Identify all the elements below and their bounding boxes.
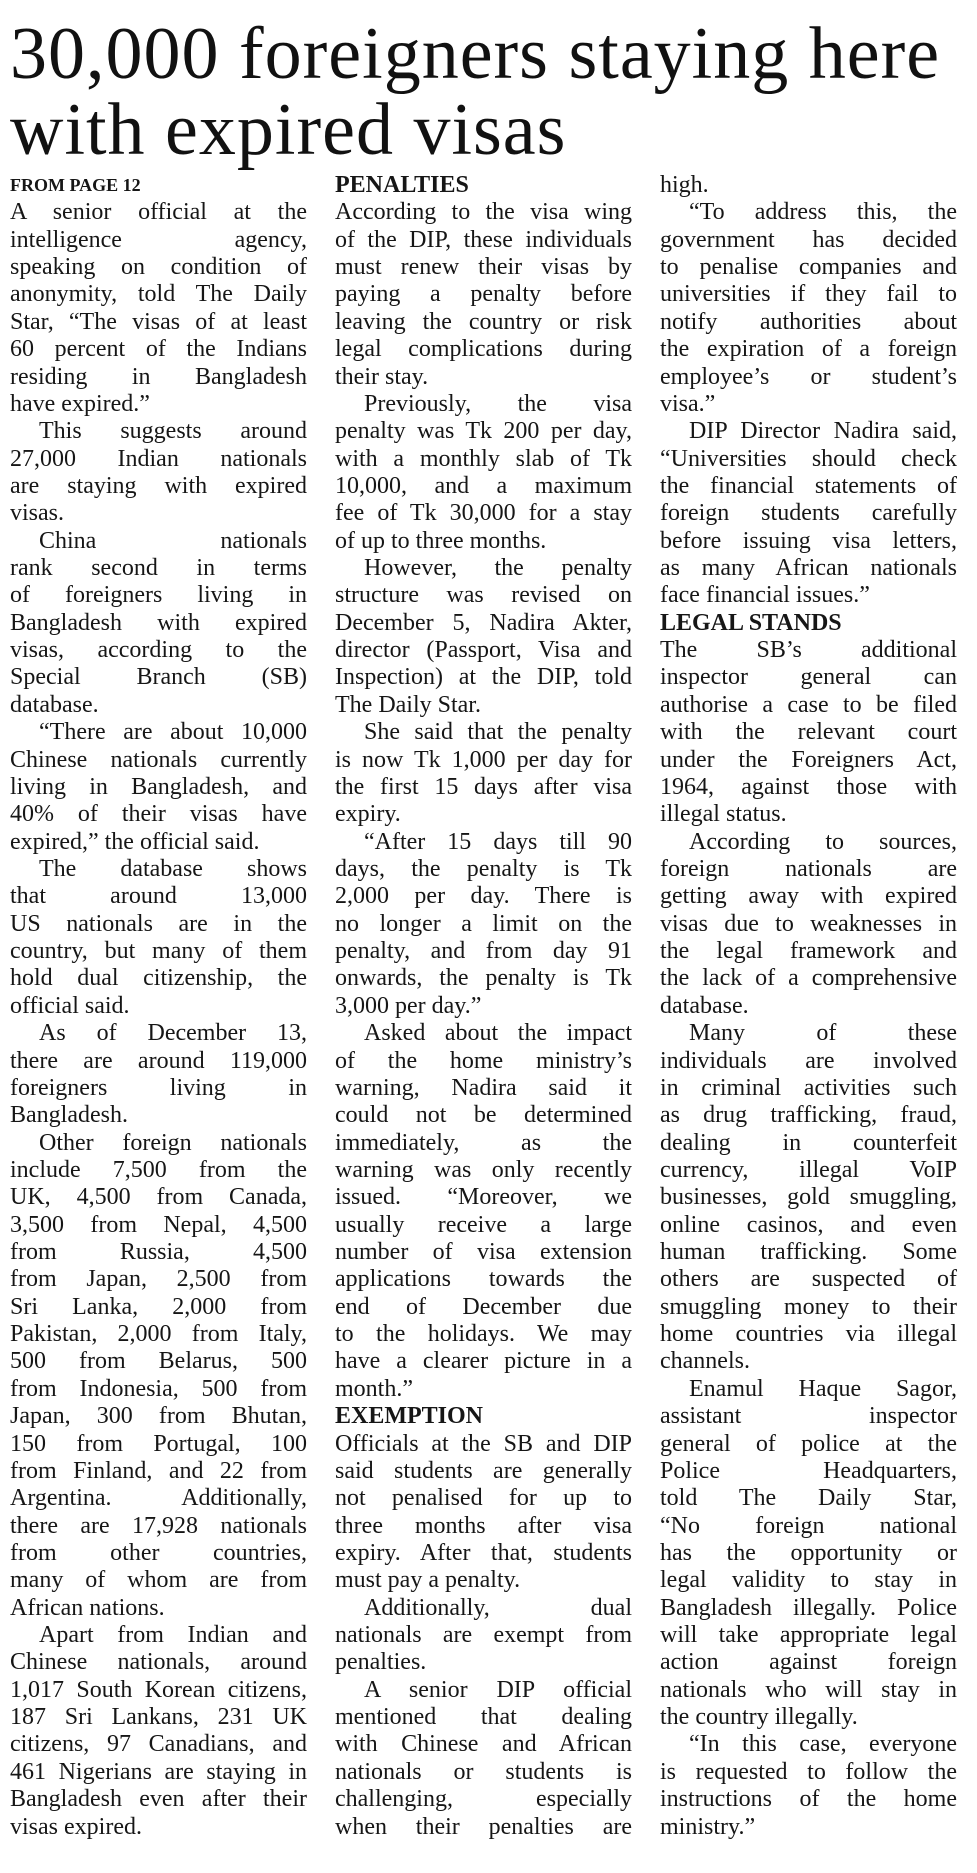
text-line: with the relevant court (660, 719, 957, 746)
text-line: UK, 4,500 from Canada, (10, 1184, 307, 1211)
text-line: China nationals (39, 527, 307, 554)
text-line: The SB’s additional (660, 637, 957, 664)
text-line: 2,000 per day. There is (335, 883, 632, 910)
text-line: usually receive a large (335, 1211, 632, 1238)
text-line: “There are about 10,000 (39, 719, 307, 746)
text-line: December 5, Nadira Akter, (335, 609, 632, 636)
text-line: Enamul Haque Sagor, (689, 1375, 957, 1402)
text-line: DIP Director Nadira said, (689, 418, 957, 445)
paragraph (10, 1020, 307, 1129)
text-line: under the Foreigners Act, (660, 746, 957, 773)
text-line: ministry.” (660, 1813, 756, 1840)
text-line: Additionally, dual (364, 1594, 632, 1621)
text-line: However, the penalty (364, 555, 632, 582)
text-line: African nations. (10, 1594, 165, 1621)
text-line: general of police at the (660, 1430, 957, 1457)
text-line: Inspection) at the DIP, told (335, 664, 632, 691)
text-line: 1,017 South Korean citizens, (10, 1676, 307, 1703)
text-line: visas expired. (10, 1813, 142, 1840)
text-line: must renew their visas by (335, 254, 632, 281)
text-line: face financial issues.” (660, 582, 870, 609)
text-line: instructions of the home (660, 1786, 957, 1813)
text-line: from Finland, and 22 from (10, 1457, 307, 1484)
paragraph (335, 1677, 632, 1841)
text-line: online casinos, and even (660, 1211, 957, 1238)
text-line: smuggling money to their (660, 1293, 957, 1320)
text-line: have expired.” (10, 390, 150, 417)
text-line: others are suspected of (660, 1266, 957, 1293)
text-line: “To address this, the (689, 199, 957, 226)
text-line: speaking on condition of (10, 254, 307, 281)
text-line: applications towards the (335, 1266, 632, 1293)
paragraph (335, 719, 632, 828)
paragraph (10, 719, 307, 856)
text-line: businesses, gold smuggling, (660, 1184, 957, 1211)
paragraph (660, 1731, 957, 1840)
paragraph (660, 1020, 957, 1376)
text-line: “After 15 days till 90 (364, 828, 632, 855)
text-line: official said. (10, 992, 130, 1019)
text-line: from Russia, 4,500 (10, 1239, 307, 1266)
text-line: database. (660, 992, 749, 1019)
text-line: to penalise companies and (660, 254, 957, 281)
text-line: The database shows (39, 855, 307, 882)
text-line: nationals who will stay in (660, 1676, 957, 1703)
paragraph (335, 1020, 632, 1403)
text-line: A senior DIP official (364, 1676, 632, 1703)
text-line: According to sources, (689, 828, 957, 855)
text-line: that around 13,000 (10, 883, 307, 910)
paragraph (660, 1376, 957, 1732)
text-line: Chinese nationals, around (10, 1649, 307, 1676)
text-line: from Indonesia, 500 from (10, 1375, 307, 1402)
text-line: individuals are involved (660, 1047, 957, 1074)
text-line: Special Branch (SB) (10, 664, 307, 691)
text-line: citizens, 97 Canadians, and (10, 1731, 307, 1758)
text-line: She said that the penalty (364, 719, 632, 746)
text-line: Officials at the SB and DIP (335, 1430, 632, 1457)
paragraph (10, 418, 307, 527)
text-line: the first 15 days after visa (335, 773, 632, 800)
text-line: the country illegally. (660, 1704, 858, 1731)
text-line: mentioned that dealing (335, 1704, 632, 1731)
text-line: visas, according to the (10, 637, 307, 664)
text-line: hold dual citizenship, the (10, 965, 307, 992)
text-line: when their penalties are (335, 1813, 632, 1840)
text-line: penalty was Tk 200 per day, (335, 418, 632, 445)
text-line: inspector general can (660, 664, 957, 691)
text-line: from Japan, 2,500 from (10, 1266, 307, 1293)
text-line: to the holidays. We may (335, 1321, 632, 1348)
text-line: Chinese nationals currently (10, 746, 307, 773)
column-3 (660, 172, 957, 1841)
text-line: paying a penalty before (335, 281, 632, 308)
paragraph (10, 856, 307, 1020)
text-line: human trafficking. Some (660, 1239, 957, 1266)
text-line: of the DIP, these individuals (335, 226, 632, 253)
paragraph (10, 199, 307, 418)
text-line: Police Headquarters, (660, 1457, 957, 1484)
text-line: immediately, as the (335, 1129, 632, 1156)
text-line: as drug trafficking, fraud, (660, 1102, 957, 1129)
text-line: foreign nationals are (660, 855, 957, 882)
text-line: universities if they fail to (660, 281, 957, 308)
text-line: the lack of a comprehensive (660, 965, 957, 992)
text-line: 150 from Portugal, 100 (10, 1430, 307, 1457)
text-line: nationals are exempt from (335, 1622, 632, 1649)
text-line: getting away with expired (660, 883, 957, 910)
section-heading: LEGAL STANDS (660, 609, 842, 636)
text-line: rank second in terms (10, 555, 307, 582)
text-line: said students are generally (335, 1457, 632, 1484)
text-line: As of December 13, (39, 1020, 307, 1047)
text-line: the legal framework and (660, 938, 957, 965)
text-line: challenging, especially (335, 1786, 632, 1813)
text-line: Sri Lanka, 2,000 from (10, 1293, 307, 1320)
text-line: employee’s or student’s (660, 363, 957, 390)
text-line: with Chinese and African (335, 1731, 632, 1758)
text-line: the financial statements of (660, 472, 957, 499)
text-line: from other countries, (10, 1539, 307, 1566)
from-page-label: FROM PAGE 12 (10, 175, 141, 195)
text-line: three months after visa (335, 1512, 632, 1539)
text-line: there are around 119,000 (10, 1047, 307, 1074)
text-line: must pay a penalty. (335, 1567, 521, 1594)
text-line: intelligence agency, (10, 226, 307, 253)
text-line: assistant inspector (660, 1403, 957, 1430)
headline-line: with expired visas (10, 89, 567, 171)
text-line: US nationals are in the (10, 910, 307, 937)
column-2 (335, 172, 632, 1841)
text-line: could not be determined (335, 1102, 632, 1129)
text-line: expired,” the official said. (10, 828, 260, 855)
text-line: channels. (660, 1348, 750, 1375)
text-line: A senior official at the (10, 199, 307, 226)
text-line: 187 Sri Lankans, 231 UK (10, 1704, 307, 1731)
text-line: 1964, against those with (660, 773, 957, 800)
text-line: foreign students carefully (660, 500, 957, 527)
text-line: visas. (10, 500, 64, 527)
text-line: with a monthly slab of Tk (335, 445, 632, 472)
text-line: Star, “The visas of at least (10, 308, 307, 335)
text-line: 3,500 from Nepal, 4,500 (10, 1211, 307, 1238)
text-line: Japan, 300 from Bhutan, (10, 1403, 307, 1430)
text-line: of up to three months. (335, 527, 547, 554)
text-line: Other foreign nationals (39, 1129, 307, 1156)
paragraph (660, 829, 957, 1021)
text-line: expiry. After that, students (335, 1539, 632, 1566)
text-line: told The Daily Star, (660, 1485, 957, 1512)
paragraph (335, 199, 632, 391)
text-line: legal validity to stay in (660, 1567, 957, 1594)
paragraph (660, 418, 957, 610)
text-line: of the home ministry’s (335, 1047, 632, 1074)
text-line: onwards, the penalty is Tk (335, 965, 632, 992)
text-line: Bangladesh illegally. Police (660, 1594, 957, 1621)
text-line: warning, Nadira said it (335, 1074, 632, 1101)
headline (10, 13, 970, 171)
text-line: illegal status. (660, 801, 787, 828)
text-line: Bangladesh with expired (10, 609, 307, 636)
paragraph (335, 1595, 632, 1677)
text-line: as many African nationals (660, 555, 957, 582)
text-line: database. (10, 691, 99, 718)
text-line: month.” (335, 1375, 413, 1402)
text-line: issued. “Moreover, we (335, 1184, 632, 1211)
text-line: has the opportunity or (660, 1539, 957, 1566)
paragraph (660, 199, 957, 418)
text-line: anonymity, told The Daily (10, 281, 307, 308)
text-line: Asked about the impact (364, 1020, 632, 1047)
text-line: their stay. (335, 363, 429, 390)
text-line: visa.” (660, 390, 716, 417)
text-line: structure was revised on (335, 582, 632, 609)
text-line: home countries via illegal (660, 1321, 957, 1348)
text-line: Argentina. Additionally, (10, 1485, 307, 1512)
text-line: Bangladesh. (10, 1102, 128, 1129)
text-line: many of whom are from (10, 1567, 307, 1594)
text-line: legal complications during (335, 336, 632, 363)
paragraph (10, 1622, 307, 1841)
text-line: country, but many of them (10, 938, 307, 965)
text-line: will take appropriate legal (660, 1622, 957, 1649)
text-line: there are 17,928 nationals (10, 1512, 307, 1539)
text-line: visas due to weaknesses in (660, 910, 957, 937)
text-line: “No foreign national (660, 1512, 957, 1539)
text-line: dealing in counterfeit (660, 1129, 957, 1156)
text-line: have a clearer picture in a (335, 1348, 632, 1375)
text-line: no longer a limit on the (335, 910, 632, 937)
text-line: “In this case, everyone (689, 1731, 957, 1758)
text-line: of foreigners living in (10, 582, 307, 609)
text-line: high. (660, 172, 709, 198)
paragraph (335, 555, 632, 719)
text-line: days, the penalty is Tk (335, 855, 632, 882)
text-line: nationals or students is (335, 1758, 632, 1785)
paragraph (335, 829, 632, 1021)
text-line: the expiration of a foreign (660, 336, 957, 363)
text-line: not penalised for up to (335, 1485, 632, 1512)
text-line: foreigners living in (10, 1074, 307, 1101)
text-line: Pakistan, 2,000 from Italy, (10, 1321, 307, 1348)
paragraph (10, 1130, 307, 1622)
text-line: residing in Bangladesh (10, 363, 307, 390)
text-line: 60 percent of the Indians (10, 336, 307, 363)
text-line: director (Passport, Visa and (335, 637, 632, 664)
text-line: warning was only recently (335, 1156, 632, 1183)
section-heading: EXEMPTION (335, 1403, 484, 1430)
text-line: “Universities should check (660, 445, 957, 472)
text-line: action against foreign (660, 1649, 957, 1676)
text-line: This suggests around (39, 418, 307, 445)
text-line: end of December due (335, 1293, 632, 1320)
text-line: Many of these (689, 1020, 957, 1047)
paragraph (660, 637, 957, 829)
text-line: living in Bangladesh, and (10, 773, 307, 800)
text-line: notify authorities about (660, 308, 957, 335)
paragraph (335, 1431, 632, 1595)
text-line: The Daily Star. (335, 691, 481, 718)
text-line: Bangladesh even after their (10, 1786, 307, 1813)
text-line: in criminal activities such (660, 1074, 957, 1101)
text-line: include 7,500 from the (10, 1156, 307, 1183)
text-line: Apart from Indian and (39, 1622, 307, 1649)
text-line: before issuing visa letters, (660, 527, 957, 554)
text-line: is now Tk 1,000 per day for (335, 746, 632, 773)
text-line: 461 Nigerians are staying in (10, 1758, 307, 1785)
text-line: expiry. (335, 801, 401, 828)
text-line: 40% of their visas have (10, 801, 307, 828)
text-line: 500 from Belarus, 500 (10, 1348, 307, 1375)
section-heading: PENALTIES (335, 172, 469, 198)
text-line: currency, illegal VoIP (660, 1156, 957, 1183)
paragraph (10, 528, 307, 720)
headline-line: 30,000 foreigners staying here (10, 13, 941, 95)
column-1 (10, 172, 307, 1841)
text-line: Previously, the visa (364, 390, 632, 417)
text-line: are staying with expired (10, 472, 307, 499)
text-line: 27,000 Indian nationals (10, 445, 307, 472)
text-line: authorise a case to be filed (660, 691, 957, 718)
text-line: government has decided (660, 226, 957, 253)
text-line: penalties. (335, 1649, 427, 1676)
paragraph (660, 172, 957, 199)
text-line: fee of Tk 30,000 for a stay (335, 500, 632, 527)
text-line: penalty, and from day 91 (335, 938, 632, 965)
text-line: number of visa extension (335, 1239, 632, 1266)
text-line: 10,000, and a maximum (335, 472, 632, 499)
text-line: 3,000 per day.” (335, 992, 482, 1019)
text-line: leaving the country or risk (335, 308, 632, 335)
paragraph (335, 391, 632, 555)
text-line: According to the visa wing (335, 199, 632, 226)
text-line: is requested to follow the (660, 1758, 957, 1785)
